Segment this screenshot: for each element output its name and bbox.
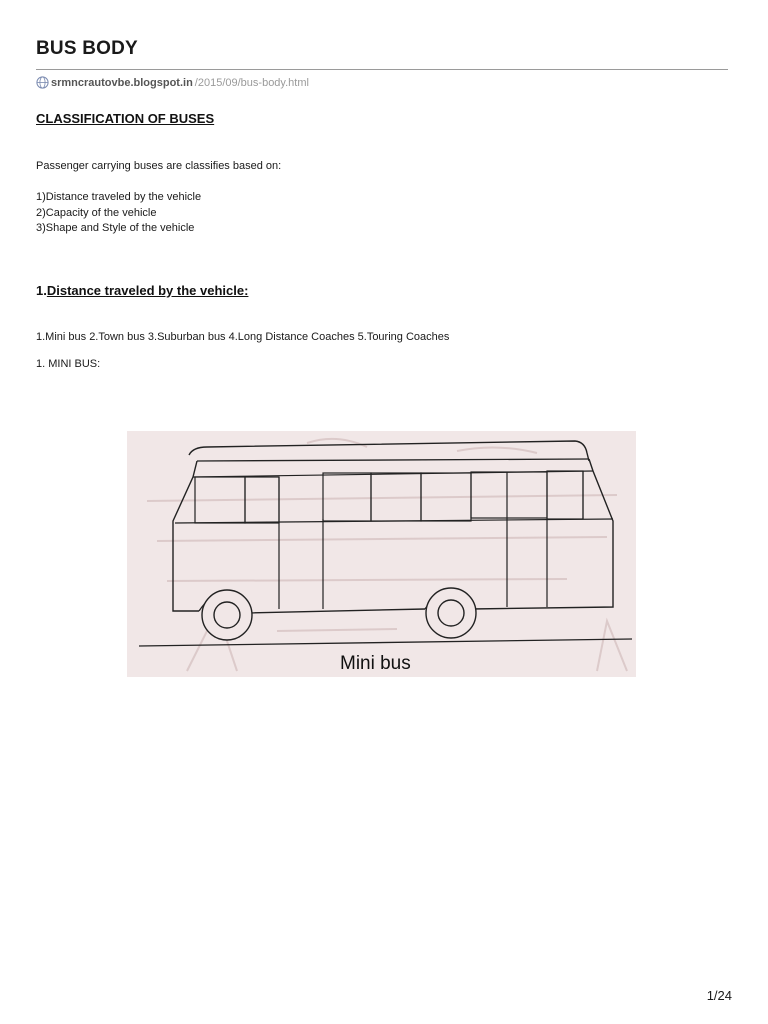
minibus-drawing xyxy=(127,431,636,677)
page-title: BUS BODY xyxy=(36,38,138,59)
list-item: 1)Distance traveled by the vehicle xyxy=(36,191,202,203)
roof-line xyxy=(197,459,589,461)
list-item: 2)Capacity of the vehicle xyxy=(36,206,157,219)
bus-types-text: 1.Mini bus 2.Town bus 3.Suburban bus 4.Long Distance Coaches 5.Touring Coaches xyxy=(36,331,450,343)
section-heading: CLASSIFICATION OF BUSES xyxy=(36,111,215,126)
sub-heading-number: 1. xyxy=(36,283,47,298)
source-link[interactable] xyxy=(36,76,309,89)
intro-text: Passenger carrying buses are classifies based on: xyxy=(36,160,282,172)
list-item: 3)Shape and Style of the vehicle xyxy=(36,222,195,234)
figure-caption: Mini bus xyxy=(340,653,411,674)
ground-line xyxy=(139,639,632,646)
title-divider xyxy=(36,69,728,70)
wheels xyxy=(202,588,476,640)
source-domain[interactable]: srmncrautovbe.blogspot.in xyxy=(51,76,193,89)
page-number: 1/24 xyxy=(706,988,732,1003)
sub-heading xyxy=(36,283,248,298)
minibus-label: 1. MINI BUS: xyxy=(36,358,101,370)
sub-heading-text: Distance traveled by the vehicle: xyxy=(46,283,249,298)
source-path[interactable]: /2015/09/bus-body.html xyxy=(194,76,309,89)
minibus-figure xyxy=(127,431,636,677)
criteria-list xyxy=(36,190,201,237)
globe-icon xyxy=(36,76,49,89)
